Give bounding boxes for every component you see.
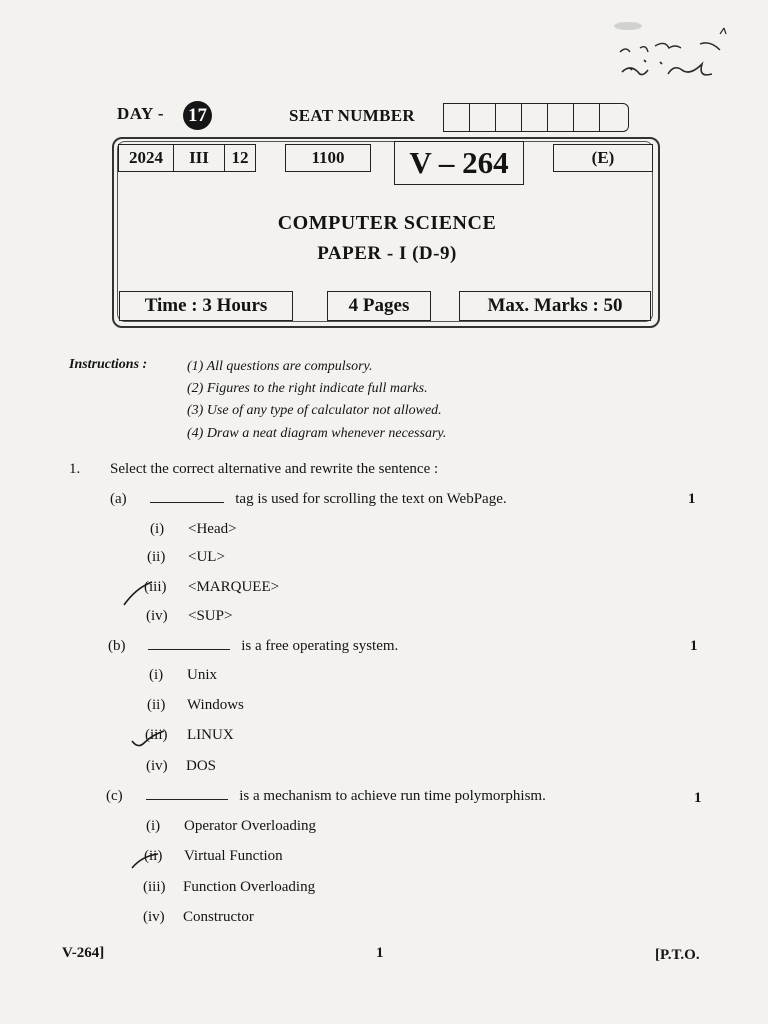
part-question-text: is a free operating system. <box>241 638 399 654</box>
option-text: Virtual Function <box>184 848 283 864</box>
seat-digit-box[interactable] <box>469 103 496 132</box>
time-box: Time : 3 Hours <box>119 291 293 321</box>
marks: 1 <box>694 790 702 806</box>
option-number: (iii) <box>143 879 166 895</box>
option-number: (ii) <box>147 549 166 565</box>
instruction-item: (1) All questions are compulsory. <box>187 359 373 374</box>
session-box: III <box>173 144 225 172</box>
part-label: (b) <box>108 638 126 654</box>
seat-digit-box[interactable] <box>599 103 629 132</box>
part-question <box>148 638 398 655</box>
option-number: (iii) <box>145 727 168 743</box>
seat-number-boxes[interactable] <box>443 103 628 132</box>
part-question-text: is a mechanism to achieve run time polymorphism. <box>239 788 546 804</box>
max-marks-box: Max. Marks : 50 <box>459 291 651 321</box>
month-box: 12 <box>224 144 256 172</box>
subject-code-box: 1100 <box>285 144 371 172</box>
pages-box: 4 Pages <box>327 291 431 321</box>
day-number-badge: 17 <box>183 101 212 130</box>
tick-mark-icon <box>130 848 164 872</box>
instructions-label: Instructions : <box>69 357 148 372</box>
option-number: (ii) <box>144 848 163 864</box>
option-text: Constructor <box>183 909 254 925</box>
option-number: (iv) <box>146 608 168 624</box>
answer-blank <box>148 638 230 650</box>
footer-paper-code: V-264] <box>62 945 105 961</box>
option-text: Function Overloading <box>183 879 316 895</box>
handwritten-scribble <box>600 18 750 98</box>
answer-blank <box>146 788 228 800</box>
question-text: Select the correct alternative and rewrite the sentence : <box>110 461 439 477</box>
option-text: Windows <box>187 697 244 713</box>
option-text: Operator Overloading <box>184 818 317 834</box>
option-number: (ii) <box>147 697 166 713</box>
answer-blank <box>150 491 224 503</box>
seat-number-label: SEAT NUMBER <box>289 106 415 125</box>
part-label: (a) <box>110 491 127 507</box>
seat-digit-box[interactable] <box>443 103 470 132</box>
option-text: <UL> <box>188 549 225 565</box>
paper-code: V – 264 <box>394 141 524 185</box>
pto-label: [P.T.O. <box>655 947 700 963</box>
part-label: (c) <box>106 788 123 804</box>
option-text: DOS <box>186 758 217 774</box>
page-number: 1 <box>376 945 384 961</box>
marks: 1 <box>688 491 696 507</box>
paper-title: PAPER - I (D-9) <box>317 243 457 264</box>
instruction-item: (4) Draw a neat diagram whenever necessary. <box>187 426 447 441</box>
question-number: 1. <box>69 461 81 477</box>
option-text: Unix <box>187 667 217 683</box>
seat-digit-box[interactable] <box>547 103 574 132</box>
day-label: DAY - <box>117 104 165 123</box>
subject-title: COMPUTER SCIENCE <box>277 212 497 234</box>
tick-mark-icon <box>122 578 162 608</box>
option-text: <MARQUEE> <box>188 579 280 595</box>
seat-digit-box[interactable] <box>521 103 548 132</box>
option-number: (i) <box>149 667 164 683</box>
option-text: <Head> <box>188 521 237 537</box>
instruction-item: (2) Figures to the right indicate full marks. <box>187 381 428 396</box>
tick-mark-icon <box>130 727 170 751</box>
seat-digit-box[interactable] <box>573 103 600 132</box>
instruction-item: (3) Use of any type of calculator not allowed. <box>187 403 442 418</box>
option-number: (i) <box>146 818 161 834</box>
option-number: (i) <box>150 521 165 537</box>
year-box: 2024 <box>118 144 174 172</box>
option-number: (iv) <box>146 758 168 774</box>
option-number: (iii) <box>144 579 167 595</box>
option-text: LINUX <box>187 727 234 743</box>
option-text: <SUP> <box>188 608 233 624</box>
option-number: (iv) <box>143 909 165 925</box>
seat-digit-box[interactable] <box>495 103 522 132</box>
part-question-text: tag is used for scrolling the text on WebPage. <box>235 491 507 507</box>
part-question <box>146 788 546 805</box>
part-question <box>150 491 507 508</box>
marks: 1 <box>690 638 698 654</box>
medium-box: (E) <box>553 144 653 172</box>
